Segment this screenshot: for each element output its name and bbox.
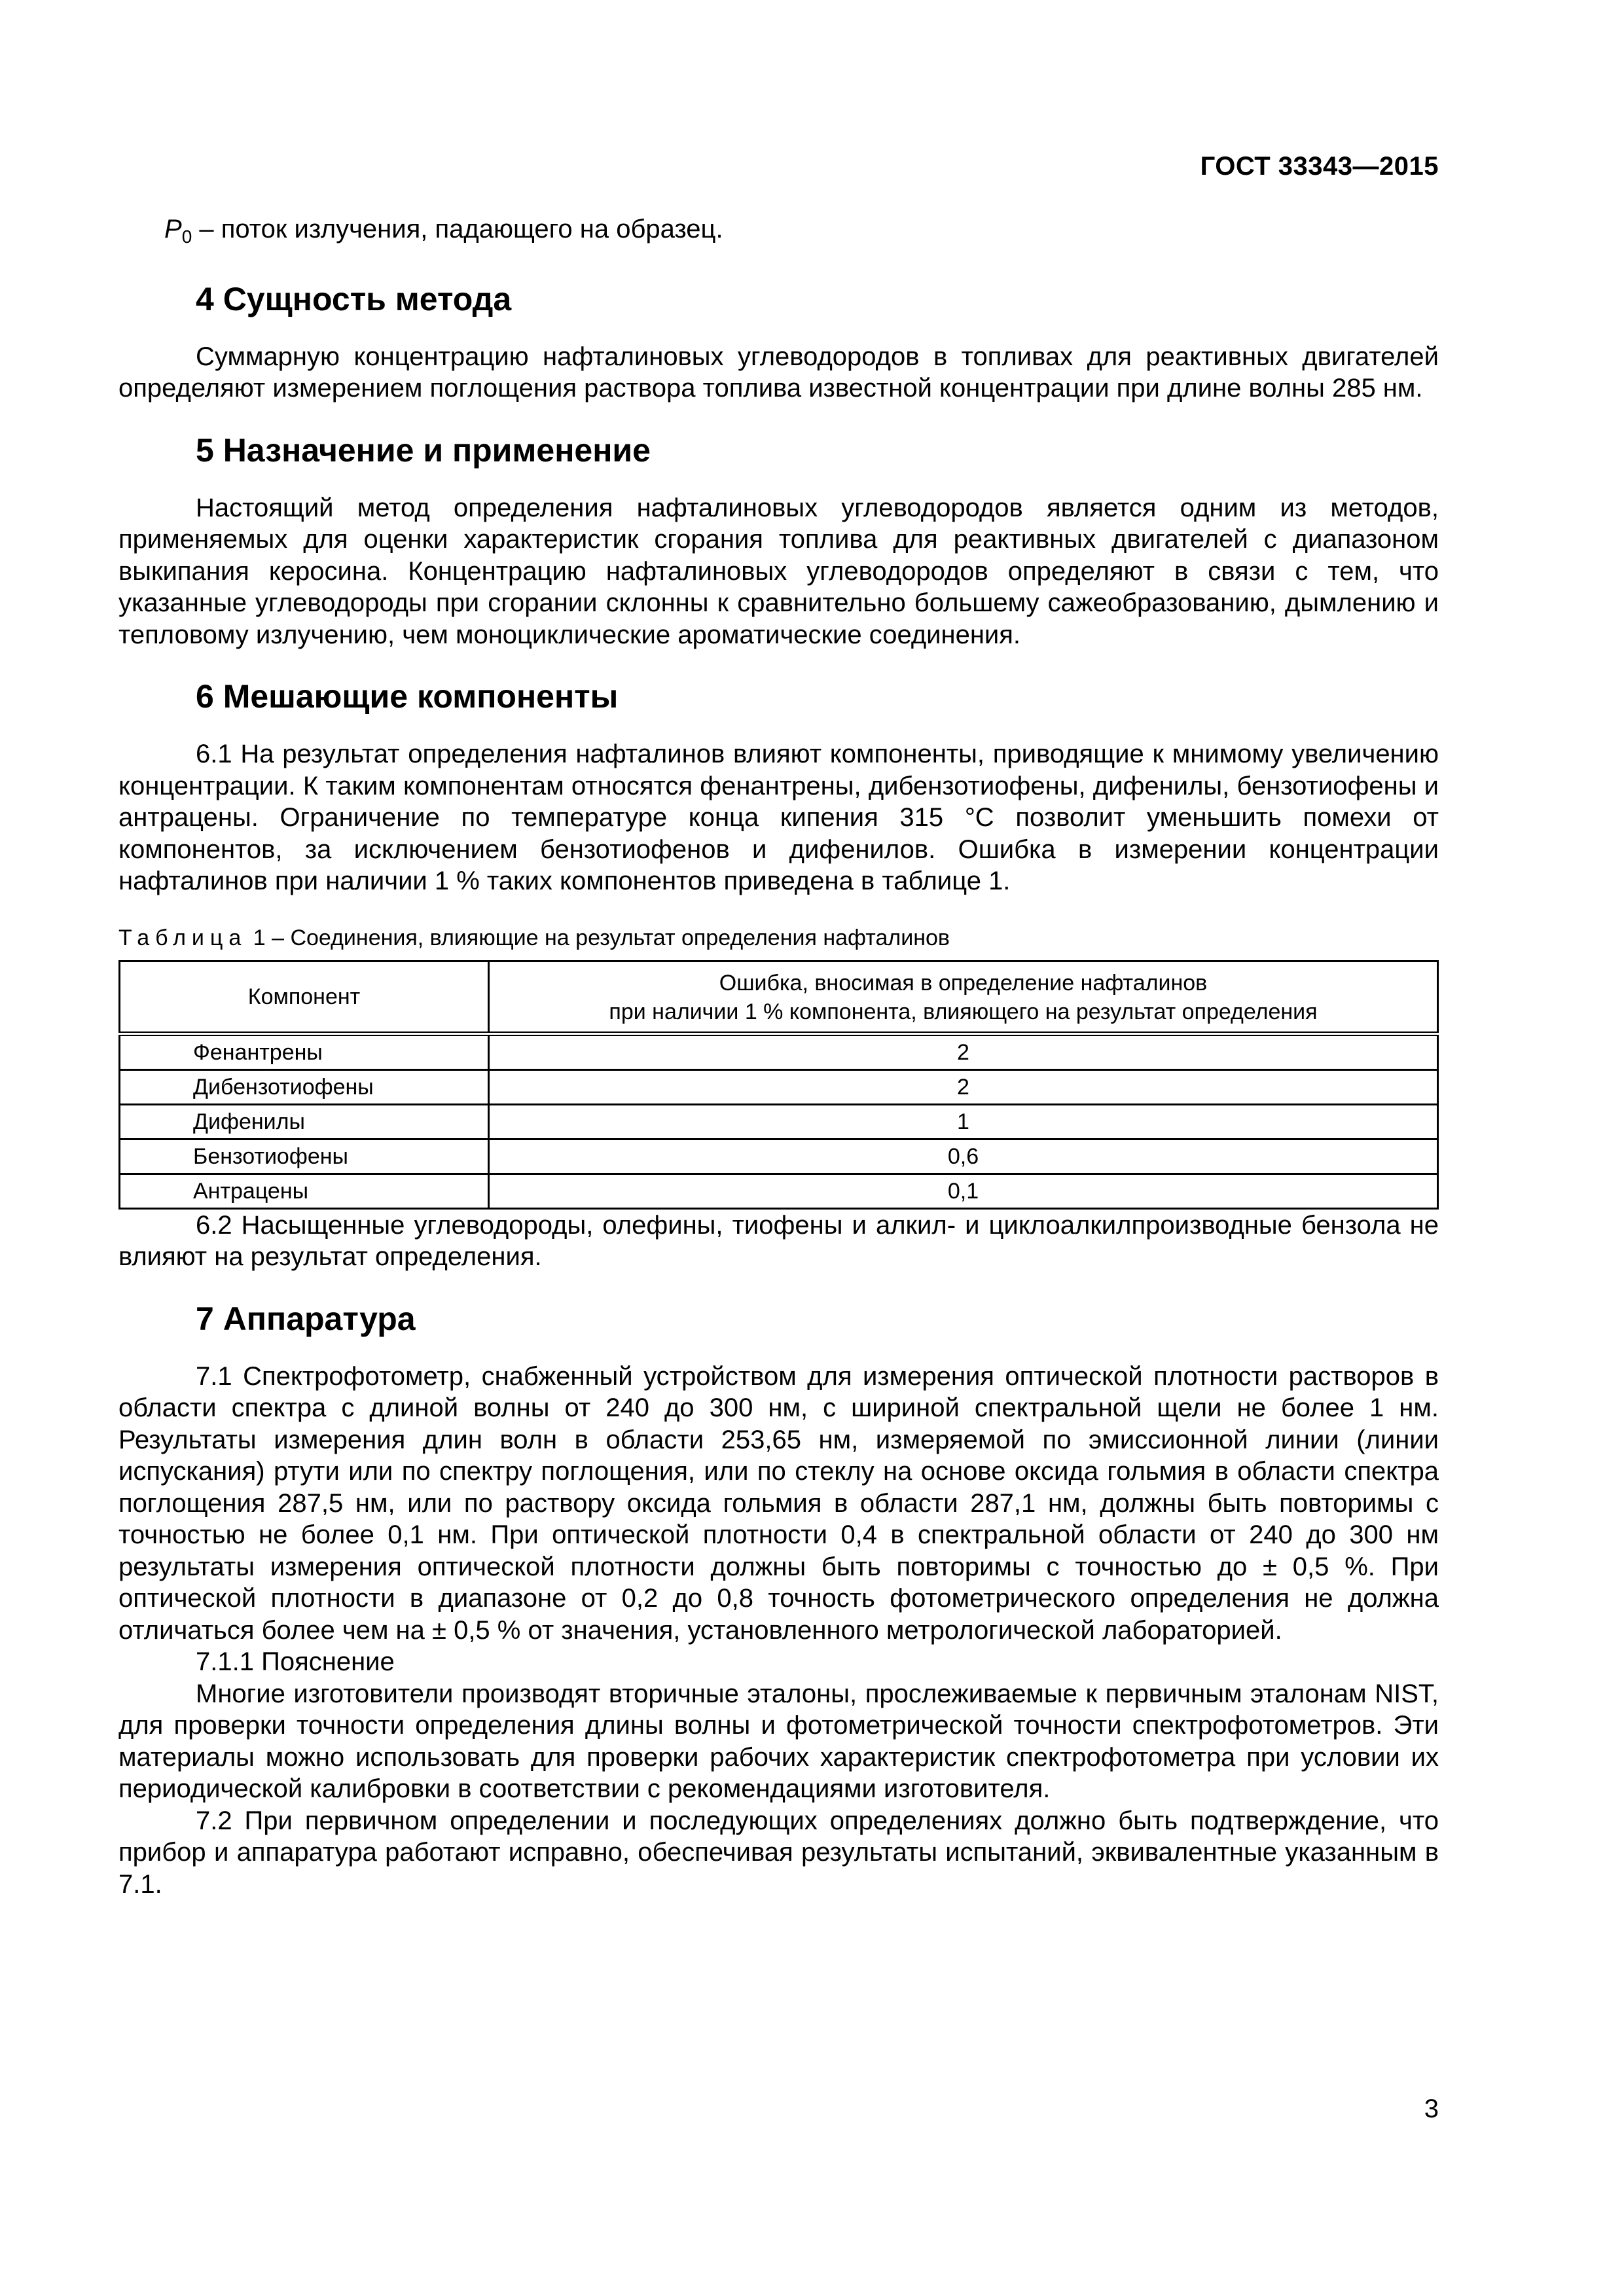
table-caption-label: Таблица: [118, 925, 247, 950]
row-value: 2: [489, 1069, 1438, 1104]
row-value: 2: [489, 1033, 1438, 1069]
intro-text: – поток излучения, падающего на образец.: [192, 215, 723, 243]
section-7-heading: 7 Аппаратура: [196, 1300, 416, 1337]
page-content: [118, 213, 1439, 1900]
table-row: [120, 1139, 1438, 1174]
row-value: 0,1: [489, 1174, 1438, 1208]
section-7-1-1-paragraph: Многие изготовители производят вторичные эталоны, прослеживаемые к первичным эталонам NIST, для проверки точности определения длины волны и фотометрической точности спектрофотометров. Эти материалы можно использовать для проверки рабочих характеристик спектрофотометра при условии их периодической калибровки в соответствии с рекомендациями изготовителя.: [118, 1679, 1439, 1803]
section-7-1-paragraph: 7.1 Спектрофотометр, снабженный устройством для измерения оптической плотности растворов в области спектра с длиной волны от 240 до 300 нм, с шириной спектральной щели не более 1 нм. Результаты измерения длин волн в области 253,65 нм, измеряемой по эмиссионной линии (линии испускания) ртути или по спектру поглощения, или по стеклу на основе оксида гольмия в области спектра поглощения 287,5 нм, или по раствору оксида гольмия в области 287,1 нм, должны быть повторимы с точностью не более 0,1 нм. При оптической плотности 0,4 в спектральной области от 240 до 300 нм результаты измерения оптической плотности должны быть повторимы с точностью до ± 0,5 %. При оптической плотности в диапазоне от 0,2 до 0,8 точность фотометрического определения не должна отличаться более чем на ± 0,5 % от значения, установленного метрологической лабораторией.: [118, 1361, 1439, 1645]
row-component: Антрацены: [120, 1174, 489, 1208]
section-6-1-paragraph: 6.1 На результат определения нафталинов влияют компоненты, приводящие к мнимому увеличению концентрации. К таким компонентам относятся фенантрены, дибензотиофены, дифенилы, бензотиофены и антрацены. Ограничение по температуре конца кипения 315 °С позволит уменьшить помехи от компонентов, за исключением бензотиофенов и дифенилов. Ошибка в измерении концентрации нафталинов при наличии 1 % таких компонентов приведена в таблице 1.: [118, 740, 1439, 895]
interference-table: [118, 960, 1439, 1210]
table-row: [120, 1069, 1438, 1104]
section-7-2-paragraph: 7.2 При первичном определении и последующих определениях должно быть подтверждение, что прибор и аппаратура работают исправно, обеспечивая результаты испытаний, эквивалентные указанным в 7.1.: [118, 1806, 1439, 1899]
row-component: Дибензотиофены: [120, 1069, 489, 1104]
table-caption: [118, 925, 1439, 951]
section-4-paragraph: Суммарную концентрацию нафталиновых углеводородов в топливах для реактивных двигателей определяют измерением поглощения раствора топлива известной концентрации при длине волны 285 нм.: [118, 342, 1439, 403]
table-row: [120, 1174, 1438, 1208]
row-value: 1: [489, 1104, 1438, 1139]
row-component: Бензотиофены: [120, 1139, 489, 1174]
table-row: [120, 1104, 1438, 1139]
header-error-line2: при наличии 1 % компонента, влияющего на результат определения: [609, 999, 1318, 1024]
row-value: 0,6: [489, 1139, 1438, 1174]
header-error: [489, 961, 1438, 1033]
page-number: 3: [1424, 2094, 1439, 2123]
section-7-1-1-heading: 7.1.1 Пояснение: [196, 1647, 395, 1676]
intro-line: [118, 213, 1439, 253]
section-6-2-paragraph: 6.2 Насыщенные углеводороды, олефины, тиофены и алкил- и циклоалкилпроизводные бензола не влияют на результат определения.: [118, 1210, 1439, 1271]
table-caption-text: 1 – Соединения, влияющие на результат определения нафталинов: [247, 925, 950, 950]
header-component: Компонент: [120, 961, 489, 1033]
table-row: [120, 1033, 1438, 1069]
row-component: Дифенилы: [120, 1104, 489, 1139]
section-5-heading: 5 Назначение и применение: [196, 431, 651, 469]
row-component: Фенантрены: [120, 1033, 489, 1069]
section-5-paragraph: Настоящий метод определения нафталиновых углеводородов является одним из методов, применяемых для оценки характеристик сгорания топлива для реактивных двигателей с диапазоном выкипания керосина. Концентрацию нафталиновых углеводородов определяют в связи с тем, что указанные углеводороды при сгорании склонны к сравнительно большему сажеобразованию, дымлению и тепловому излучению, чем моноциклические ароматические соединения.: [118, 493, 1439, 649]
table-header-row: [120, 961, 1438, 1033]
section-6-heading: 6 Мешающие компоненты: [196, 678, 619, 715]
header-error-line1: Ошибка, вносимая в определение нафталинов: [719, 970, 1208, 996]
symbol-p: P: [164, 215, 182, 243]
symbol-subscript: 0: [181, 226, 192, 247]
standard-designation: ГОСТ 33343—2015: [1200, 152, 1439, 181]
section-4-heading: 4 Сущность метода: [196, 280, 512, 317]
